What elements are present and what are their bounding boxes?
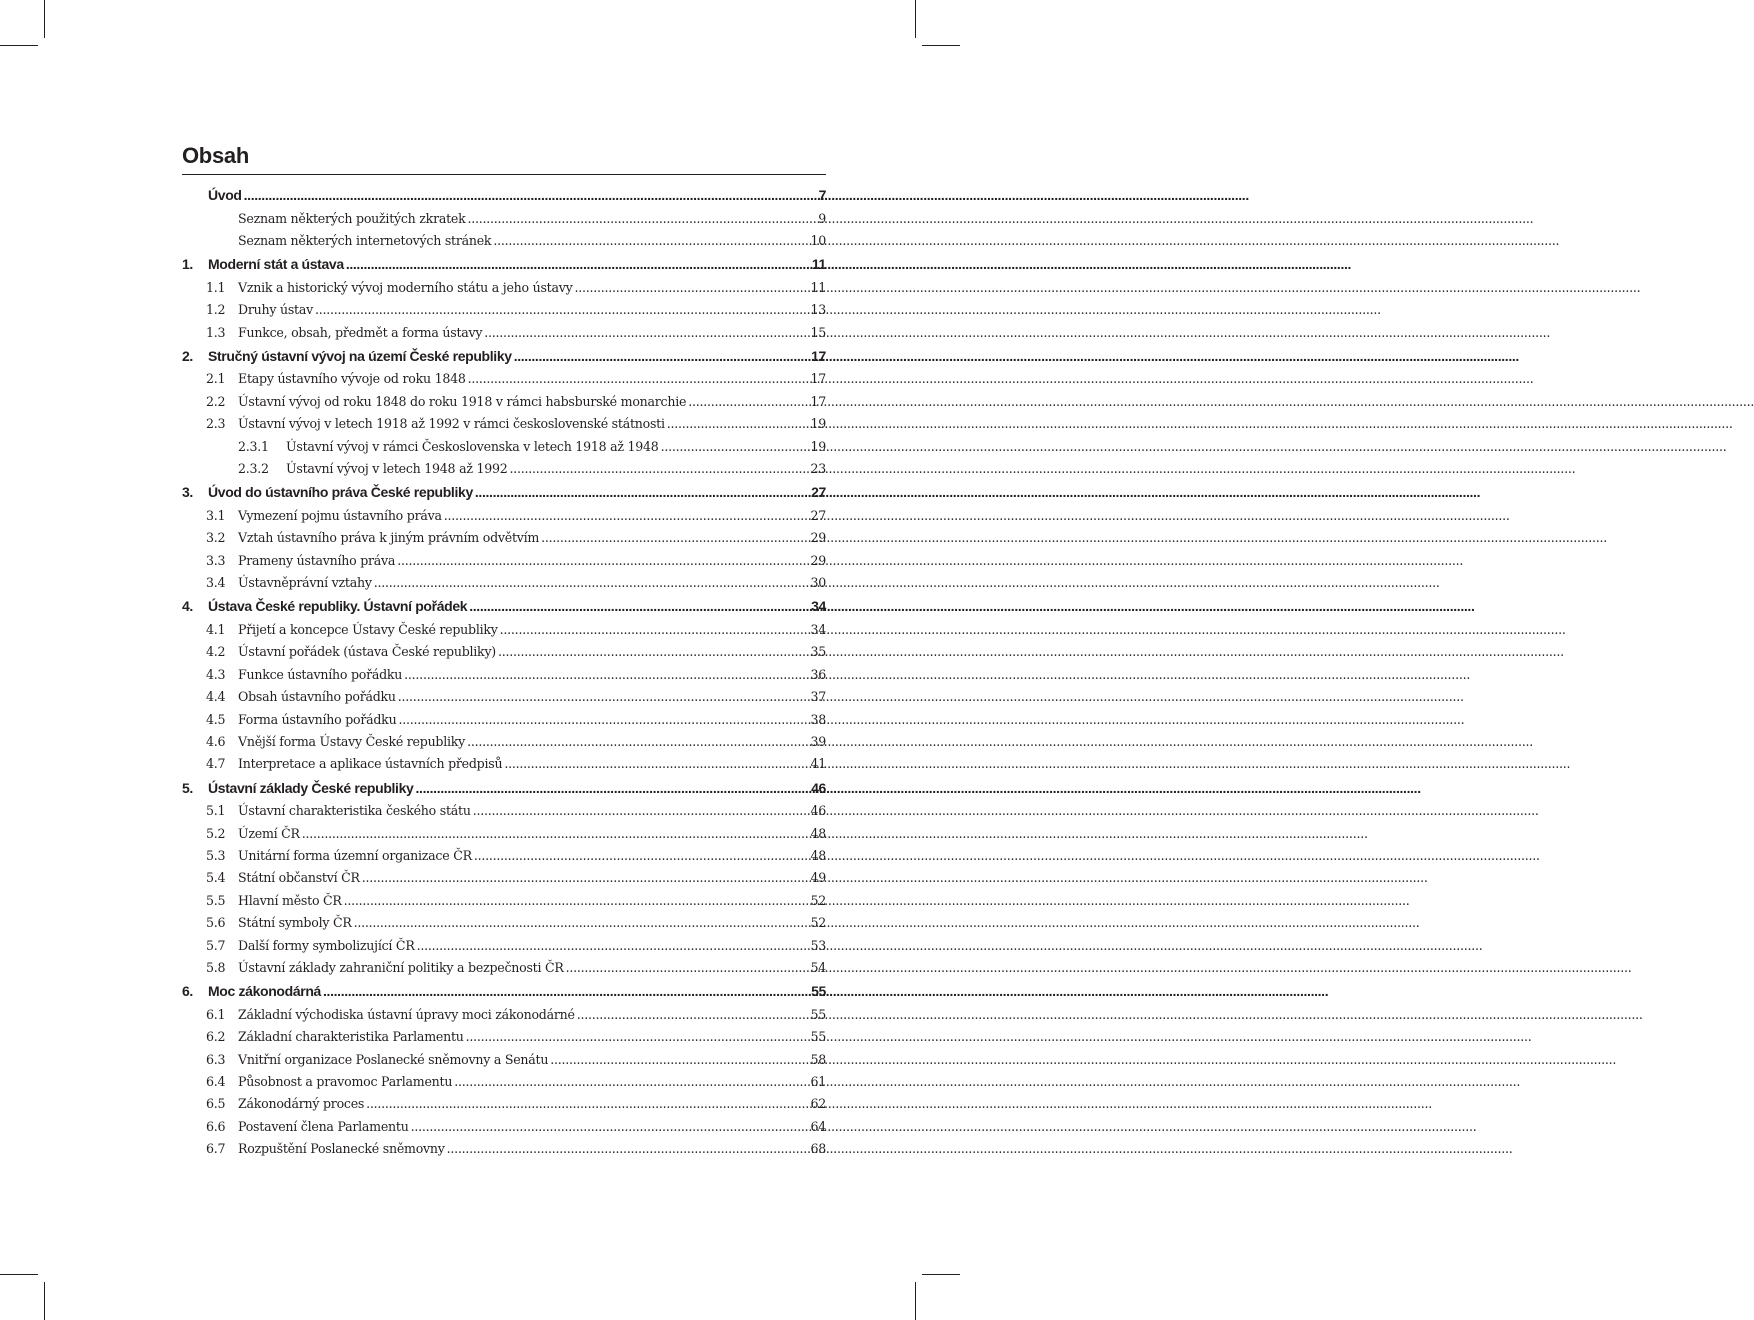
toc-entry-number: 4.5 [206,711,226,727]
toc-entry-label: Postavení člena Parlamentu [238,1118,409,1134]
toc-section-entry[interactable] [182,230,826,252]
toc-entry-page-number: 62 [810,1096,826,1112]
toc-chapter-entry[interactable] [182,183,826,208]
toc-section-entry[interactable] [182,731,826,753]
toc-entry-label: Další formy symbolizující ČR [238,937,415,953]
dot-leader [398,686,809,708]
toc-entry-label: Přijetí a koncepce Ústavy České republiky [238,621,498,637]
crop-mark-bottom-left-v [44,1282,45,1320]
dot-leader [415,776,809,801]
toc-entry-number: 4.4 [206,689,226,705]
dot-leader [493,230,808,252]
toc-entry-page-number: 48 [810,825,826,841]
toc-entry-page-number: 27 [810,507,826,523]
toc-entry-page-number: 55 [811,983,826,1000]
table-of-contents [182,183,826,1161]
toc-entry-number: 1. [182,256,193,273]
toc-entry-number: 4.3 [206,666,226,682]
toc-entry-page-number: 17 [810,393,826,409]
toc-section-entry[interactable] [182,686,826,708]
toc-entry-number: 2.3 [206,416,226,432]
toc-section-entry[interactable] [182,368,826,390]
toc-chapter-entry[interactable] [182,344,826,369]
toc-entry-page-number: 64 [810,1118,826,1134]
dot-leader [473,800,809,822]
toc-entry-number: 5.2 [206,825,226,841]
toc-entry-page-number: 52 [810,892,826,908]
toc-section-entry[interactable] [182,890,826,912]
toc-entry-page-number: 35 [810,644,826,660]
dot-leader [374,572,809,594]
toc-entry-label: Vnější forma Ústavy České republiky [238,733,466,749]
toc-entry-label: Úvod do ústavního práva České republiky [208,484,473,501]
toc-entry-label: Vymezení pojmu ústavního práva [238,507,442,523]
toc-entry-number: 5.5 [206,892,226,908]
toc-entry-number: 5.6 [206,915,226,931]
toc-entry-label: Moc zákonodárná [208,983,321,1000]
toc-entry-number: 5.7 [206,937,226,953]
toc-entry-page-number: 61 [810,1074,826,1089]
toc-entry-page-number: 68 [810,1141,826,1157]
dot-leader [504,753,808,775]
dot-leader [302,823,809,845]
toc-section-entry[interactable] [182,572,826,594]
toc-entry-number: 6.5 [206,1096,226,1112]
toc-entry-page-number: 7 [818,187,826,203]
toc-entry-number: 2.2 [206,393,226,409]
toc-entry-number: 2. [182,347,193,364]
toc-section-entry[interactable] [182,957,826,979]
toc-entry-label: Etapy ústavního vývoje od roku 1848 [238,371,466,387]
toc-section-entry[interactable] [182,413,826,435]
dot-leader [550,1049,808,1071]
toc-entry-page-number: 46 [810,803,826,819]
dot-leader [574,277,808,299]
dot-leader [323,979,809,1004]
toc-section-entry[interactable] [182,458,826,480]
toc-entry-page-number: 15 [810,324,826,340]
dot-leader [688,391,808,413]
dot-leader [466,1026,809,1048]
toc-entry-page-number: 49 [810,870,826,886]
dot-leader [454,1071,808,1093]
toc-entry-number: 2.1 [206,371,226,387]
toc-section-entry[interactable] [182,664,826,686]
toc-section-entry[interactable] [182,299,826,321]
toc-section-entry[interactable] [182,753,826,775]
toc-entry-number: 3.2 [206,530,226,546]
toc-section-entry[interactable] [182,391,826,413]
toc-entry-number: 2.3.1 [238,438,269,454]
toc-entry-page-number: 55 [810,1006,826,1022]
dot-leader [474,845,809,867]
toc-entry-label: Ústavní základy zahraniční politiky a bezpečnosti ČR [238,959,564,975]
toc-entry-label: Moderní stát a ústava [208,256,344,273]
toc-chapter-entry[interactable] [182,480,826,505]
toc-section-entry[interactable] [182,1026,826,1048]
dot-leader [475,480,809,505]
toc-entry-label: Seznam některých použitých zkratek [238,210,466,226]
toc-entry-page-number: 46 [811,779,826,796]
toc-entry-number: 2.3.2 [238,461,269,477]
toc-entry-number: 1.1 [206,279,226,295]
dot-leader [315,299,809,321]
toc-entry-label: Úvod [208,187,242,203]
toc-entry-page-number: 52 [810,915,826,931]
toc-entry-label: Ústavní pořádek (ústava České republiky) [238,644,496,660]
toc-entry-page-number: 36 [810,666,826,682]
toc-section-entry[interactable] [182,527,826,549]
toc-entry-number: 1.3 [206,324,226,340]
toc-section-entry[interactable] [182,505,826,527]
crop-mark-top-left-h [0,45,38,46]
toc-entry-page-number: 55 [810,1029,826,1045]
dot-leader [362,867,809,889]
dot-leader [244,183,817,208]
toc-entry-number: 5.8 [206,959,226,975]
dot-leader [541,527,808,549]
toc-entry-page-number: 38 [810,711,826,727]
toc-entry-page-number: 19 [810,416,826,432]
toc-entry-page-number: 27 [811,484,826,501]
dot-leader [577,1004,809,1026]
crop-mark-bottom-left-h [0,1274,38,1275]
crop-mark-top-right-v [915,0,916,38]
toc-section-entry[interactable] [182,550,826,572]
page-title: Obsah [182,143,249,168]
dot-leader [417,935,809,957]
toc-entry-page-number: 34 [811,598,826,615]
toc-section-entry[interactable] [182,845,826,867]
toc-entry-page-number: 19 [810,438,826,454]
toc-entry-number: 3.3 [206,552,226,568]
toc-entry-number: 6.6 [206,1118,226,1134]
toc-entry-page-number: 23 [810,461,826,477]
toc-section-entry[interactable] [182,912,826,934]
toc-entry-page-number: 11 [811,256,826,273]
toc-entry-label: Stručný ústavní vývoj na území České republiky [208,347,512,364]
toc-entry-label: Území ČR [238,825,300,841]
toc-entry-number: 5. [182,779,193,796]
toc-section-entry[interactable] [182,641,826,663]
dot-leader [397,550,808,572]
toc-section-entry[interactable] [182,1093,826,1115]
toc-entry-label: Základní východiska ústavní úpravy moci zákonodárné [238,1006,575,1022]
toc-entry-label: Ústavní charakteristika českého státu [238,803,471,819]
dot-leader [468,368,809,390]
dot-leader [444,505,809,527]
toc-entry-page-number: 30 [810,575,826,591]
crop-mark-bottom-right-h [922,1274,960,1275]
dot-leader [661,436,809,458]
toc-section-entry[interactable] [182,1071,826,1093]
dot-leader [514,344,809,369]
toc-entry-page-number: 39 [810,733,826,749]
toc-entry-number: 5.3 [206,847,226,863]
toc-entry-page-number: 29 [810,530,826,546]
dot-leader [566,957,809,979]
dot-leader [404,664,808,686]
toc-entry-number: 5.1 [206,803,226,819]
toc-section-entry[interactable] [182,1116,826,1138]
toc-entry-label: Ústavní vývoj v rámci Československa v letech 1918 až 1948 [286,438,659,454]
toc-entry-label: Prameny ústavního práva [238,552,396,568]
toc-entry-number: 6.2 [206,1029,226,1045]
dot-leader [500,619,809,641]
toc-entry-page-number: 9 [818,210,826,226]
toc-section-entry[interactable] [182,1138,826,1160]
dot-leader [667,413,809,435]
toc-entry-label: Funkce, obsah, předmět a forma ústavy [238,324,483,340]
dot-leader [346,252,810,277]
toc-entry-number: 3. [182,484,193,501]
toc-entry-label: Státní občanství ČR [238,870,360,886]
dot-leader [447,1138,809,1160]
toc-entry-label: Státní symboly ČR [238,915,352,931]
toc-section-entry[interactable] [182,436,826,458]
crop-mark-top-left-v [44,0,45,38]
toc-entry-number: 5.4 [206,870,226,886]
toc-entry-page-number: 54 [810,959,826,975]
dot-leader [366,1093,808,1115]
crop-mark-top-right-h [922,45,960,46]
toc-entry-label: Ústava České republiky. Ústavní pořádek [208,598,468,615]
title-rule [182,174,826,175]
toc-entry-label: Seznam některých internetových stránek [238,232,492,248]
toc-section-entry[interactable] [182,277,826,299]
toc-section-entry[interactable] [182,800,826,822]
dot-leader [411,1116,809,1138]
toc-entry-number: 4.6 [206,733,226,749]
toc-entry-page-number: 58 [810,1051,826,1067]
toc-entry-page-number: 48 [810,847,826,863]
toc-entry-label: Interpretace a aplikace ústavních předpisů [238,756,503,772]
toc-entry-number: 4.1 [206,621,226,637]
toc-entry-label: Vnitřní organizace Poslanecké sněmovny a Senátu [238,1051,549,1067]
toc-entry-number: 6.3 [206,1051,226,1067]
toc-entry-label: Ústavní vývoj v letech 1918 až 1992 v rámci československé státnosti [238,416,665,432]
toc-entry-page-number: 13 [810,302,826,318]
toc-section-entry[interactable] [182,823,826,845]
dot-leader [354,912,809,934]
toc-entry-number: 6.4 [206,1074,226,1089]
toc-section-entry[interactable] [182,1004,826,1026]
toc-entry-page-number: 10 [810,232,826,248]
toc-entry-page-number: 17 [810,371,826,387]
toc-entry-number: 6.7 [206,1141,226,1157]
toc-entry-number: 3.1 [206,507,226,523]
toc-entry-label: Ústavněprávní vztahy [238,575,372,591]
toc-section-entry[interactable] [182,867,826,889]
toc-entry-label: Ústavní vývoj v letech 1948 až 1992 [286,461,508,477]
toc-entry-label: Unitární forma územní organizace ČR [238,847,472,863]
toc-entry-label: Obsah ústavního pořádku [238,689,396,705]
toc-chapter-entry[interactable] [182,594,826,619]
dot-leader [398,709,808,731]
toc-section-entry[interactable] [182,619,826,641]
dot-leader [510,458,809,480]
dot-leader [344,890,809,912]
toc-chapter-entry[interactable] [182,979,826,1004]
toc-entry-number: 4.2 [206,644,226,660]
toc-section-entry[interactable] [182,935,826,957]
toc-entry-page-number: 41 [810,756,826,772]
dot-leader [467,731,808,753]
toc-section-entry[interactable] [182,208,826,230]
toc-entry-label: Vznik a historický vývoj moderního státu a jeho ústavy [238,279,573,295]
dot-leader [484,322,808,344]
toc-entry-label: Funkce ústavního pořádku [238,666,403,682]
dot-leader [468,208,817,230]
toc-entry-number: 6. [182,983,193,1000]
toc-entry-number: 1.2 [206,302,226,318]
toc-entry-page-number: 37 [810,689,826,705]
dot-leader [498,641,809,663]
dot-leader [469,594,809,619]
toc-chapter-entry[interactable] [182,776,826,801]
toc-entry-page-number: 53 [810,937,826,953]
toc-entry-number: 4. [182,598,193,615]
toc-entry-label: Druhy ústav [238,302,313,318]
toc-entry-label: Základní charakteristika Parlamentu [238,1029,464,1045]
toc-entry-page-number: 11 [810,279,826,295]
toc-entry-label: Ústavní vývoj od roku 1848 do roku 1918 v rámci habsburské monarchie [238,393,687,409]
toc-section-entry[interactable] [182,1049,826,1071]
toc-entry-label: Hlavní město ČR [238,892,342,908]
toc-entry-page-number: 29 [810,552,826,568]
toc-entry-page-number: 17 [811,347,826,364]
toc-entry-label: Vztah ústavního práva k jiným právním odvětvím [238,530,540,546]
toc-entry-number: 4.7 [206,756,226,772]
toc-entry-label: Zákonodárný proces [238,1096,365,1112]
toc-section-entry[interactable] [182,709,826,731]
toc-chapter-entry[interactable] [182,252,826,277]
toc-section-entry[interactable] [182,322,826,344]
toc-entry-label: Rozpuštění Poslanecké sněmovny [238,1141,445,1157]
toc-entry-label: Ústavní základy České republiky [208,779,414,796]
toc-entry-number: 3.4 [206,575,226,591]
toc-entry-label: Působnost a pravomoc Parlamentu [238,1074,453,1089]
toc-entry-label: Forma ústavního pořádku [238,711,397,727]
crop-mark-bottom-right-v [915,1282,916,1320]
toc-entry-number: 6.1 [206,1006,226,1022]
toc-entry-page-number: 34 [810,621,826,637]
